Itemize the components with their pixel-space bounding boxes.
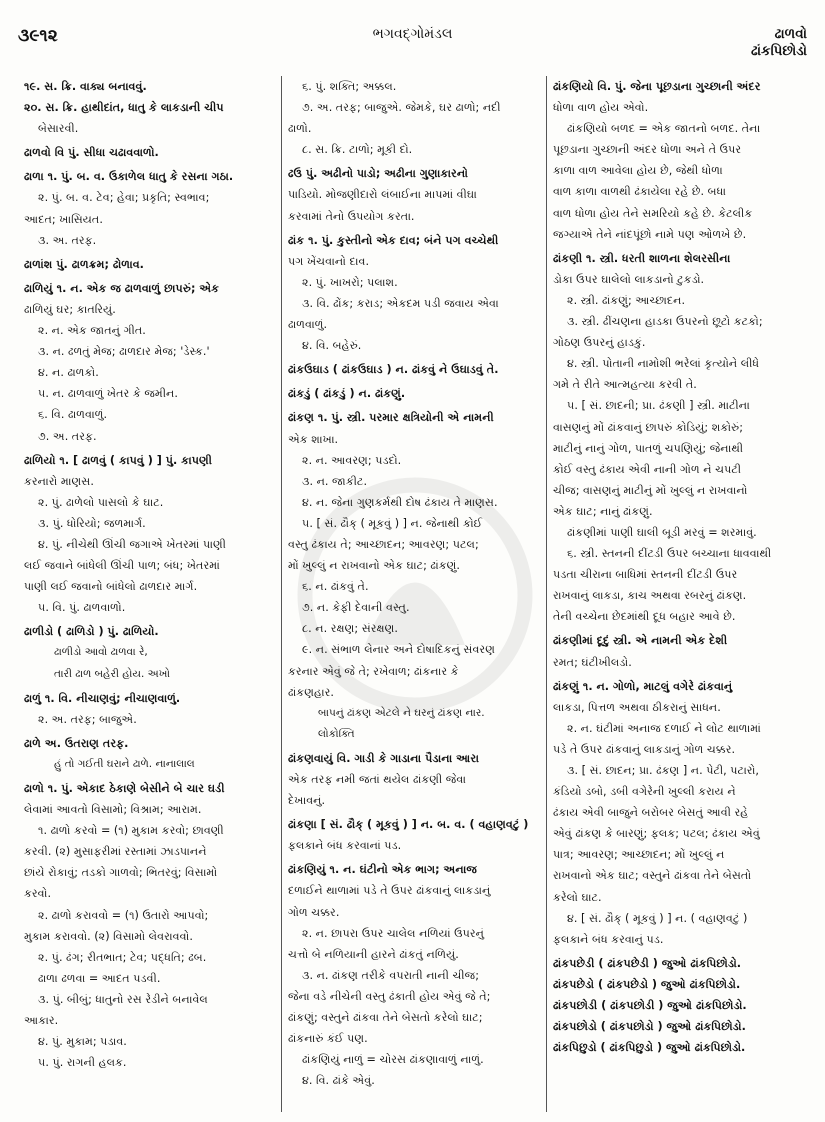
entry-headword-line: ઢાળવો વિ પું. સીધા ચઢાવવાળો. [24,146,159,160]
entry-line: ૭. અ. તરફ; બાજુએ. જેમકે, ઘર ઢાળો; નદી [302,101,501,115]
entry-line: ૧. ઢાળો કરવો = (૧) મુકામ કરવો; છાવણી [38,824,224,838]
entry-line: લોકોક્તિ [318,727,355,740]
entry-headword-line: ઢાંકપછેડો ( ઢાંકપછેડો ) જુઓ ઢાંકપિછોડો. [553,977,741,991]
entry-line: એક શાખા. [288,432,339,446]
entry-line: ૬. વિ. ઢાળવાળું. [38,408,108,422]
entry-line: ૨. પું. ઢંગ; રીતભાત; ટેવ; પદ્ધતિ; ઢબ. [38,950,207,964]
entry-line: ૨. પું. ખાખરો; પલાશ. [302,275,398,289]
column-left [18,76,282,1112]
entry-line: વાળ ધોળા હોય તેને સમરિયો કહે છે. કેટલીક [553,206,753,220]
entry-headword-line: ઢાળો ૧. પું. એકાદ ઠેકાણે બેસીને બે ચાર ઘડી [24,782,225,795]
entry-headword-line: ઢાંક ૧. પું. કુસ્તીનો એક દાવ; બંને પગ વચ્ચેથી [288,233,499,247]
entry-line: ૬. સ્ત્રી. સ્તનની દીંટડી ઉપર બચ્ચાના ધાવવાથી [567,547,772,561]
entry-line: ધોળા વાળ હોય એવો. [553,101,649,115]
entry-line: ફલકાને બંધ કરવાનું પડ. [553,932,664,946]
entry-line: ઢંકાય એવી બાજુને બરોબર બેસતું આવી રહે [553,806,749,820]
entry-line: પગ ખેંચવાનો દાવ. [288,254,370,268]
entry-headword-line: ઢાંકણીમાં દૂદું સ્ત્રી. એ નામની એક દેશી [553,634,728,648]
entry-line: ગોળ ચક્કર. [288,905,340,919]
guide-words [751,26,807,60]
entry-headword-line: ઢાળિયો ૧. [ ઢાળવું ( કાપવું ) ] પું. કાપણી [24,453,212,467]
entry-line: ૨. પું. બ. વ. ટેવ; હેવા; પ્રકૃતિ; સ્વભાવ; [38,191,210,205]
entry-line: આદત; ખાસિયત. [24,212,103,226]
entry-headword-line: ૧૯. સ. ક્રિ. વાક્ય બનાવવું. [24,80,147,93]
entry-line: ૨. અ. તરફ; બાજુએ. [38,712,137,726]
entry-line: ઢાળા ઢળવા = આદત પડવી. [38,971,161,985]
entry-line: કરનારો માણસ. [24,474,94,488]
entry-line: પાડિયો. મોજણીદારો લંબાઈના માપમાં વીઘા [288,188,477,202]
entry-line: ૫. ન. ઢાળવાળું ખેતર કે જમીન. [38,387,178,401]
entry-line: ૮. ન. રક્ષણ; સંરક્ષણ. [302,622,398,636]
entry-line: દેખાવનું. [288,794,326,808]
entry-line: ગમે તે રીતે આત્મહત્યા કરવી તે. [553,378,697,392]
entry-line: કાળા વાળ આવેલા હોય છે, જેથી ધોળા [553,164,723,178]
entry-line: ૪. પું. નીચેથી ઊંચી જગાએ ખેતરમાં પાણી [38,537,226,551]
entry-line: ૨. ઢાળો કરાવવો = (૧) ઉતારો આપવો; [38,908,209,922]
entry-headword-line: ઢાળા ૧. પું. બ. વ. ઉકાળેલ ધાતુ કે રસના ગઠા. [24,170,234,184]
entry-line: ૪. પું. મુકામ; પડાવ. [38,1035,127,1049]
entry-line: ૨. પું. ઢાળેલો પાસલો કે ઘાટ. [38,495,164,509]
entry-line: ૩. [ સં. છાદન; પ્રા. ઢંકણ ] ન. પેટી, પટારો, [567,764,759,777]
entry-line: ૪. વિ. ઢાંકે એવું. [302,1074,375,1088]
entry-line: રાખવાનો એક ઘાટ; વસ્તુને ઢાંકવા તેને બેસતો [553,869,752,883]
entry-line: માટીનું નાનું ગોળ, પાતળું ચપણિયું; જેનાથી [553,441,744,455]
dictionary-columns [18,76,811,1112]
entry-line: ચીજ; વાસણનું માટીનું મોં ખુલ્લું ન રાખવાનો [553,483,748,497]
entry-line: છાંયે રોકાવું; તડકો ગાળવો; ભિતરવું; વિસામો [24,866,218,880]
entry-line: બાપનું ઢાંકણ એટલે ને ઘરનું ઢાંકણ નાર. [318,706,485,719]
entry-line: પાત્ર; આવરણ; આચ્છાદન; મોં ખુલ્લું ન [553,848,725,862]
entry-line: ઢાળવાળું. [288,318,328,332]
entry-headword-line: ઢાળીડો ( ઢાળિડો ) પું. ઢાળિયો. [24,625,159,639]
entry-line: ૩. પું. બીબું; ધાતુનો રસ રેડીને બનાવેલ [38,992,208,1006]
entry-line: ઢાળિયું ઘર; કાતરિયું. [24,302,116,316]
entry-line: ડોકા ઉપર ઘાલેલો લાકડાનો ટુકડો. [553,272,705,286]
entry-line: કરવી. (૨) મુસાફરીમાં રસ્તામાં ઝાડપાનને [24,845,207,859]
entry-line: ૪. વિ. બહેરું. [302,339,362,353]
entry-headword-line: ઢાંકણિયો વિ. પું. જેના પૂછડાના ગુચ્છાની અંદર [553,80,761,93]
entry-line: ૬. ન. ઢાંકવું તે. [302,580,369,594]
entry-line: ૨. ન. આવરણ; પડદો. [302,453,402,467]
entry-line: ૫. પું. રાગની હલક. [38,1056,127,1070]
entry-headword-line: ઢઉ પું. અઢીનો પાડો; અઢીના ગુણાકારનો [288,167,468,181]
book-title: ભગવદ્ગોમંડલ [372,26,453,42]
entry-line: વાસણનું મોં ઢાંકવાનું છાપરું કોડિયું; શકોરું; [553,420,744,434]
entry-line: જેના વડે નીચેની વસ્તુ ઢંકાતી હોય એવું જે તે; [288,989,491,1003]
entry-line: ૩. ન. ઢાંકણ તરીકે વપરાતી નાની ચીજ; [302,968,479,982]
entry-line: મોં ખુલ્લું ન રાખવાનો એક ઘાટ; ઢાંકણું. [288,559,460,573]
entry-headword-line: ઢાંકણિયું ૧. ન. ઘંટીનો એક ભાગ; અનાજ [288,863,477,877]
entry-line: ૩. પું. ધોરિયો; જળમાર્ગ. [38,516,146,530]
entry-headword-line: ઢાંકણ ૧. પું. સ્ત્રી. પરમાર ક્ષત્રિયોની એ નામની [288,411,494,425]
entry-headword-line: ઢાંકપિછુડો ( ઢાંકપિછુડો ) જુઓ ઢાંકપિછોડો. [553,1041,746,1055]
entry-line: ૩. ન. ઢળતું મેજ; ઢાળદાર મેજ; 'ડેસ્ક.' [38,345,210,359]
entry-line: ૭. ન. કેફી દેવાની વસ્તુ. [302,601,410,615]
entry-line: વસ્તુ ઢંકાય તે; આચ્છાદન; આવરણ; પટલ; [288,537,479,551]
guide-word-first: ઢાળવો [774,26,807,42]
entry-line: ૫. [ સં. છાદની; પ્રા. ઢંકણી ] સ્ત્રી. માટીના [567,399,750,413]
entry-line: પાણી લઈ જવાનો બાંધેલો ઢાળદાર માર્ગ. [24,580,198,594]
entry-line: આકાર. [24,1014,59,1028]
entry-headword-line: ઢાંકણી ૧. સ્ત્રી. ધરતી શાળના શેલરસીના [553,251,731,265]
entry-line: એક તરફ નમી જતાં થયેલ ઢાંકણી જેવા [288,773,467,786]
entry-line: ૨. સ્ત્રી. ઢાંકણું; આચ્છાદન. [567,293,686,307]
entry-headword-line: ઢાળે અ. ઉતરાણ તરફ. [24,736,129,750]
entry-headword-line: ઢાંકપછોડો ( ઢાંકપછોડો ) જુઓ ઢાંકપિછોડો. [553,1020,746,1034]
entry-line: ૭. અ. તરફ. [38,429,97,443]
entry-headword-line: ઢાંકણા [ સં. ઢૌક્ ( મૂકવું ) ] ન. બ. વ. ( વહાણવટું ) [288,818,529,832]
entry-headword-line: ઢાંકપછેડી ( ઢાંકપછેડી ) જુઓ ઢાંકપિછોડો. [553,956,742,970]
entry-line: રાખવાનું લાકડા, કાચ અથવા રબરનું ઢાંકણ. [553,589,747,603]
entry-line: દળાઈને થાળામાં પડે તે ઉપર ઢાંકવાનું લાકડાનું [288,884,491,898]
entry-line: ૮. સ. ક્રિ. ટાળો; મૂકી દો. [302,143,413,157]
entry-headword-line: ઢાંકણવાયું વિ. ગાડી કે ગાડાના પૈડાના આરા [288,751,479,765]
entry-headword-line: ઢાંકડું ( ઢાંકડું ) ન. ઢાંકણું. [288,387,406,401]
guide-word-last: ઢાંકપિછોડો [751,43,807,59]
entry-headword-line: ૨૦. સ. ક્રિ. હાથીદાંત, ધાતુ કે લાકડાની ચીપ [24,101,224,115]
entry-headword-line: ઢાંકણું ૧. ન. ગોળો, માટલું વગેરે ઢાંકવાનું [553,679,733,693]
entry-line: ઢાંકણીમાં પાણી ઘાલી બૂડી મરવું = શરમાવું. [567,525,757,539]
entry-line: ઢાંકણિયો બળદ = એક જાતનો બળદ. તેના [567,122,761,136]
entry-line: એક ઘાટ; નાનું ઢાંકણું. [553,504,653,518]
entry-line: તેની વચ્ચેના છેદમાંથી દૂધ બહાર આવે છે. [553,610,736,624]
entry-line: ૪. ન. જેના ગુણકર્મથી દોષ ઢંકાય તે માણસ. [302,495,498,509]
entry-headword-line: ઢાંકઉઘાડ ( ઢાંકઉઘાડ ) ન. ઢાંકવું ને ઉઘાડવું તે. [288,363,499,377]
entry-line: ઢાળીડો આવો ઢાળવા રે, [54,646,148,659]
entry-line: ચત્તો બે નળિયાની હારને ઢાંકતું નળિયું. [288,947,459,961]
entry-line: ઢાળો. [288,122,312,136]
entry-line: ૩. અ. તરફ. [38,233,97,247]
entry-line: ૪. [ સં. ઢૌક્ ( મૂકવું ) ] ન. ( વહાણવટું ) [567,911,748,925]
entry-line: બેસારવી. [38,122,79,136]
entry-line: કોઈ વસ્તુ ઢંકાય એવી નાની ગોળ ને ચપટી [553,462,742,476]
entry-line: રમત; ઘંટીખીલડો. [553,655,632,669]
column-middle [282,76,547,1112]
entry-line: ૩. સ્ત્રી. ઢીંચણના હાડકા ઉપરનો છૂટો કટકો; [567,315,763,329]
entry-line: ઢાંકનારું કંઈ પણ. [288,1032,368,1046]
column-right [547,76,811,1112]
entry-line: લાકડા, પિત્તળ અથવા ઠીકરાનું સાધન. [553,700,721,714]
entry-line: મુકામ કરાવવો. (૨) વિસામો લેવરાવવો. [24,929,193,943]
page-number: ૩૯૧૨ [18,26,58,46]
entry-line: વાળ કાળા વાળથી ઢંકાયેલા રહે છે. બધા [553,185,727,199]
entry-headword-line: ઢાંકપછોડી ( ઢાંકપછોડી ) જુઓ ઢાંકપિછોડો. [553,999,747,1013]
entry-line: કરવો. [24,887,52,901]
entry-line: પડતા ચીરાના બાધિમાં સ્તનની દીંટડી ઉપર [553,568,738,582]
entry-line: ૨. ન. એક જાતનું ગીત. [38,324,146,338]
entry-line: લેવામાં આવતો વિસામો; વિશ્રામ; આરામ. [24,803,202,817]
entry-line: ૩. ન. જાકીટ. [302,474,368,488]
page-header [18,26,807,60]
entry-line: ઢાંકણું; વસ્તુને ઢાંકવા તેને બેસતો કરેલો ઘાટ; [288,1011,483,1025]
entry-line: ૨. ન. ઘંટીમાં અનાજ દળાઈ ને લોટ થાળામાં [567,721,761,735]
entry-line: ફલકાને બંધ કરવાનાં પડ. [288,839,402,853]
entry-line: ૩. વિ. ઢોંક; કરાડ; એકદમ પડી જવાય એવા [302,296,499,310]
entry-line: ૪. ન. ઢાળકો. [38,366,99,380]
entry-line: ૪. સ્ત્રી. પોતાની નામોશી ભરેલાં કૃત્યોને લીધે [567,357,760,371]
entry-line: પૂછડાના ગુચ્છાની અંદર ધોળા અને તે ઉપર [553,143,742,157]
entry-line: ૨. ન. છાપરા ઉપર ચાલેલ નળિયાં ઉપરનું [302,926,484,940]
entry-line: કરવામાં તેનો ઉપયોગ કરતા. [288,209,415,223]
entry-line: ઢાંકણહાર. [288,685,334,699]
entry-line: લઈ જવાને બાંધેલી ઊંચી પાળ; બંધ; ખેતરમાં [24,559,220,573]
entry-line: ગોઠણ ઉપરનું હાડકું. [553,336,646,350]
entry-line: કંડિયો ડબો, ડબી વગેરેની ખુલ્લી કરાય ને [553,785,736,799]
entry-line: હું તો ગઈતી ઘરાને ઢાળે. નાનાલાલ [54,757,195,770]
entry-headword-line: ઢાળાંશ પું. ઢાળક્રમ; ઢોળાવ. [24,257,144,271]
entry-line: પડે તે ઉપર ઢાંકવાનું લાકડાનું ગોળ ચક્કર. [553,742,736,756]
entry-headword-line: ઢાળિયું ૧. ન. એક જ ઢાળવાળું છાપરું; એક [24,281,220,295]
entry-line: ૫. વિ. પું. ઢાળવાળો. [38,601,126,615]
entry-line: ઢાંકણિયું નાળું = ચોરસ ઢાંકણાવાળું નાળું. [302,1053,484,1067]
entry-headword-line: ઢાળું ૧. વિ. નીચાણવું; નીચાણવાળું. [24,691,181,705]
entry-line: તારી ઢાળ બહેરી હોય. અખો [54,667,170,680]
entry-line: ૯. ન. સંભાળ લેનાર અને દોષાદિકનું સંવરણ [302,643,495,657]
entry-line: કરેલો ઘાટ. [553,890,602,904]
entry-line: ૬. પું. શક્તિ; અક્કલ. [302,80,397,93]
entry-line: કરનાર એવું જે તે; રખેવાળ; ઢાંકનાર કે [288,664,459,678]
entry-line: એવું ઢાંકણ કે બારણું; ફલક; પટલ; ઢંકાય એવું [553,827,760,841]
entry-line: જગ્યાએ તેને નાંદપૂંછો નામે પણ ઓળખે છે. [553,227,747,241]
entry-line: ૫. [ સં. ઢૌક્ ( મૂકવું ) ] ન. જેનાથી કોઈ [302,516,483,530]
